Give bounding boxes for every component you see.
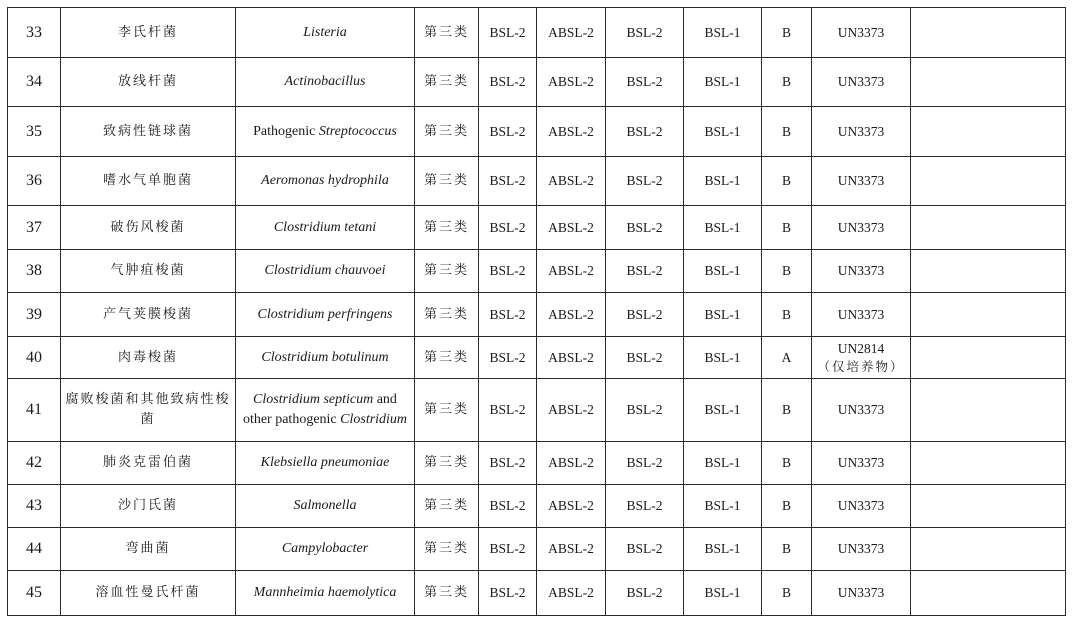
un-number: UN3373 xyxy=(837,263,885,278)
lab-level-b-cell: BSL-2 xyxy=(606,571,684,616)
chinese-name-cell: 致病性链球菌 xyxy=(61,107,236,157)
animal-lab-level-cell: ABSL-2 xyxy=(537,379,606,442)
transport-class-cell: B xyxy=(762,157,812,206)
remarks-cell xyxy=(911,250,1066,293)
lab-level-c-cell: BSL-1 xyxy=(684,337,762,379)
category-cell: 第三类 xyxy=(415,337,479,379)
latin-name-cell xyxy=(236,485,415,528)
animal-lab-level-cell: ABSL-2 xyxy=(537,571,606,616)
category-cell: 第三类 xyxy=(415,379,479,442)
remarks-cell xyxy=(911,293,1066,337)
serial-number-cell: 39 xyxy=(8,293,61,337)
category-cell: 第三类 xyxy=(415,528,479,571)
latin-name-cell xyxy=(236,442,415,485)
animal-lab-level-cell: ABSL-2 xyxy=(537,442,606,485)
lab-level-a-cell: BSL-2 xyxy=(479,571,537,616)
un-number-cell xyxy=(812,58,911,107)
lab-level-c-cell: BSL-1 xyxy=(684,250,762,293)
chinese-name-cell: 沙门氏菌 xyxy=(61,485,236,528)
animal-lab-level-cell: ABSL-2 xyxy=(537,293,606,337)
latin-name-segment: Clostridium botulinum xyxy=(261,349,389,365)
un-number-cell xyxy=(812,206,911,250)
lab-level-c-cell: BSL-1 xyxy=(684,157,762,206)
animal-lab-level-cell: ABSL-2 xyxy=(537,8,606,58)
chinese-name-cell: 破伤风梭菌 xyxy=(61,206,236,250)
remarks-cell xyxy=(911,571,1066,616)
chinese-name-cell: 放线杆菌 xyxy=(61,58,236,107)
lab-level-a-cell: BSL-2 xyxy=(479,8,537,58)
table-row xyxy=(8,485,1066,528)
serial-number-cell: 34 xyxy=(8,58,61,107)
serial-number-cell: 43 xyxy=(8,485,61,528)
un-number: UN3373 xyxy=(837,541,885,556)
serial-number-cell: 42 xyxy=(8,442,61,485)
animal-lab-level-cell: ABSL-2 xyxy=(537,485,606,528)
chinese-name-cell: 产气荚膜梭菌 xyxy=(61,293,236,337)
serial-number-cell: 44 xyxy=(8,528,61,571)
lab-level-b-cell: BSL-2 xyxy=(606,442,684,485)
un-number-cell xyxy=(812,8,911,58)
table-row xyxy=(8,571,1066,616)
animal-lab-level-cell: ABSL-2 xyxy=(537,337,606,379)
serial-number-cell: 45 xyxy=(8,571,61,616)
lab-level-c-cell: BSL-1 xyxy=(684,58,762,107)
lab-level-c-cell: BSL-1 xyxy=(684,571,762,616)
transport-class-cell: B xyxy=(762,379,812,442)
animal-lab-level-cell: ABSL-2 xyxy=(537,58,606,107)
lab-level-a-cell: BSL-2 xyxy=(479,379,537,442)
un-number-cell xyxy=(812,250,911,293)
un-number-cell xyxy=(812,379,911,442)
un-number: UN3373 xyxy=(837,585,885,600)
lab-level-b-cell: BSL-2 xyxy=(606,485,684,528)
category-cell: 第三类 xyxy=(415,58,479,107)
table-row xyxy=(8,337,1066,379)
serial-number-cell: 40 xyxy=(8,337,61,379)
table-row xyxy=(8,379,1066,442)
table-row xyxy=(8,293,1066,337)
un-number: UN3373 xyxy=(837,173,885,188)
category-cell: 第三类 xyxy=(415,157,479,206)
remarks-cell xyxy=(911,379,1066,442)
serial-number-cell: 35 xyxy=(8,107,61,157)
un-number: UN3373 xyxy=(837,219,885,235)
table-row xyxy=(8,442,1066,485)
un-number-cell xyxy=(812,528,911,571)
chinese-name-cell: 溶血性曼氏杆菌 xyxy=(61,571,236,616)
latin-name-cell xyxy=(236,571,415,616)
table-row xyxy=(8,250,1066,293)
transport-class-cell: B xyxy=(762,250,812,293)
remarks-cell xyxy=(911,337,1066,379)
latin-name-segment: Campylobacter xyxy=(281,541,369,556)
pathogen-table xyxy=(7,7,1066,616)
table-row xyxy=(8,206,1066,250)
animal-lab-level-cell: ABSL-2 xyxy=(537,206,606,250)
lab-level-b-cell: BSL-2 xyxy=(606,206,684,250)
lab-level-a-cell: BSL-2 xyxy=(479,107,537,157)
lab-level-c-cell: BSL-1 xyxy=(684,379,762,442)
un-number-cell xyxy=(812,107,911,157)
latin-name-segment: Actinobacillus xyxy=(284,74,366,89)
lab-level-b-cell: BSL-2 xyxy=(606,58,684,107)
latin-name-cell xyxy=(236,337,415,379)
table-row xyxy=(8,528,1066,571)
un-number-cell xyxy=(812,485,911,528)
latin-name-cell xyxy=(236,528,415,571)
transport-class-cell: A xyxy=(762,337,812,379)
lab-level-a-cell: BSL-2 xyxy=(479,337,537,379)
lab-level-a-cell: BSL-2 xyxy=(479,485,537,528)
transport-class-cell: B xyxy=(762,293,812,337)
animal-lab-level-cell: ABSL-2 xyxy=(537,157,606,206)
transport-class-cell: B xyxy=(762,442,812,485)
lab-level-b-cell: BSL-2 xyxy=(606,250,684,293)
remarks-cell xyxy=(911,157,1066,206)
category-cell: 第三类 xyxy=(415,107,479,157)
lab-level-b-cell: BSL-2 xyxy=(606,379,684,442)
lab-level-a-cell: BSL-2 xyxy=(479,528,537,571)
category-cell: 第三类 xyxy=(415,293,479,337)
latin-name-cell xyxy=(236,58,415,107)
animal-lab-level-cell: ABSL-2 xyxy=(537,528,606,571)
un-number-cell xyxy=(812,571,911,616)
latin-name-segment: Clostridium tetani xyxy=(273,219,377,235)
latin-name-segment: Pathogenic xyxy=(253,123,319,139)
lab-level-c-cell: BSL-1 xyxy=(684,107,762,157)
lab-level-a-cell: BSL-2 xyxy=(479,442,537,485)
remarks-cell xyxy=(911,528,1066,571)
latin-name-segment: Clostridium chauvoei xyxy=(264,263,386,278)
lab-level-b-cell: BSL-2 xyxy=(606,107,684,157)
category-cell: 第三类 xyxy=(415,442,479,485)
un-number-cell xyxy=(812,293,911,337)
lab-level-b-cell: BSL-2 xyxy=(606,157,684,206)
lab-level-b-cell: BSL-2 xyxy=(606,293,684,337)
lab-level-a-cell: BSL-2 xyxy=(479,157,537,206)
lab-level-a-cell: BSL-2 xyxy=(479,250,537,293)
latin-name-cell xyxy=(236,206,415,250)
category-cell: 第三类 xyxy=(415,206,479,250)
remarks-cell xyxy=(911,8,1066,58)
remarks-cell xyxy=(911,485,1066,528)
lab-level-c-cell: BSL-1 xyxy=(684,485,762,528)
lab-level-c-cell: BSL-1 xyxy=(684,293,762,337)
latin-name-segment: Salmonella xyxy=(293,498,357,513)
latin-name-segment: Aeromonas hydrophila xyxy=(261,173,389,188)
latin-name-cell xyxy=(236,107,415,157)
latin-name-cell xyxy=(236,8,415,58)
transport-class-cell: B xyxy=(762,8,812,58)
latin-name-segment: and other pathogenic xyxy=(242,392,397,427)
lab-level-b-cell: BSL-2 xyxy=(606,337,684,379)
un-number: UN3373 xyxy=(837,306,885,322)
lab-level-a-cell: BSL-2 xyxy=(479,293,537,337)
latin-name-cell xyxy=(236,157,415,206)
chinese-name-cell: 肺炎克雷伯菌 xyxy=(61,442,236,485)
chinese-name-cell: 腐败梭菌和其他致病性梭菌 xyxy=(61,379,236,442)
un-number-cell xyxy=(812,337,911,379)
transport-class-cell: B xyxy=(762,571,812,616)
category-cell: 第三类 xyxy=(415,571,479,616)
remarks-cell xyxy=(911,107,1066,157)
serial-number-cell: 33 xyxy=(8,8,61,58)
remarks-cell xyxy=(911,206,1066,250)
un-number: UN3373 xyxy=(837,455,885,470)
table-body xyxy=(8,8,1066,616)
latin-name-segment: Clostridium xyxy=(340,412,408,427)
latin-name-segment: Streptococcus xyxy=(318,123,397,139)
lab-level-c-cell: BSL-1 xyxy=(684,206,762,250)
animal-lab-level-cell: ABSL-2 xyxy=(537,250,606,293)
table-row xyxy=(8,58,1066,107)
un-number: UN3373 xyxy=(837,123,885,139)
lab-level-a-cell: BSL-2 xyxy=(479,58,537,107)
latin-name-cell xyxy=(236,250,415,293)
chinese-name-cell: 弯曲菌 xyxy=(61,528,236,571)
transport-class-cell: B xyxy=(762,58,812,107)
serial-number-cell: 37 xyxy=(8,206,61,250)
animal-lab-level-cell: ABSL-2 xyxy=(537,107,606,157)
lab-level-b-cell: BSL-2 xyxy=(606,528,684,571)
latin-name-segment: Klebsiella pneumoniae xyxy=(260,455,390,470)
table-row xyxy=(8,8,1066,58)
remarks-cell xyxy=(911,58,1066,107)
lab-level-c-cell: BSL-1 xyxy=(684,8,762,58)
latin-name-cell xyxy=(236,293,415,337)
un-number-cell xyxy=(812,442,911,485)
latin-name-cell xyxy=(236,379,415,442)
chinese-name-cell: 嗜水气单胞菌 xyxy=(61,157,236,206)
un-number: UN3373 xyxy=(837,402,885,417)
latin-name-segment: Clostridium septicum xyxy=(253,392,374,407)
chinese-name-cell: 肉毒梭菌 xyxy=(61,337,236,379)
serial-number-cell: 41 xyxy=(8,379,61,442)
transport-class-cell: B xyxy=(762,107,812,157)
lab-level-a-cell: BSL-2 xyxy=(479,206,537,250)
table-row xyxy=(8,107,1066,157)
lab-level-b-cell: BSL-2 xyxy=(606,8,684,58)
un-number: UN3373 xyxy=(837,498,885,513)
category-cell: 第三类 xyxy=(415,485,479,528)
chinese-name-cell: 气肿疽梭菌 xyxy=(61,250,236,293)
category-cell: 第三类 xyxy=(415,250,479,293)
latin-name-segment: Clostridium perfringens xyxy=(257,306,393,322)
un-note: （仅培养物） xyxy=(817,358,905,374)
latin-name-segment: Listeria xyxy=(303,24,347,40)
transport-class-cell: B xyxy=(762,206,812,250)
latin-name-segment: Mannheimia haemolytica xyxy=(253,585,397,600)
transport-class-cell: B xyxy=(762,528,812,571)
lab-level-c-cell: BSL-1 xyxy=(684,442,762,485)
un-number: UN2814 xyxy=(837,340,885,356)
serial-number-cell: 38 xyxy=(8,250,61,293)
remarks-cell xyxy=(911,442,1066,485)
table-row xyxy=(8,157,1066,206)
category-cell: 第三类 xyxy=(415,8,479,58)
serial-number-cell: 36 xyxy=(8,157,61,206)
un-number: UN3373 xyxy=(837,24,885,40)
un-number: UN3373 xyxy=(837,74,885,89)
chinese-name-cell: 李氏杆菌 xyxy=(61,8,236,58)
lab-level-c-cell: BSL-1 xyxy=(684,528,762,571)
transport-class-cell: B xyxy=(762,485,812,528)
un-number-cell xyxy=(812,157,911,206)
